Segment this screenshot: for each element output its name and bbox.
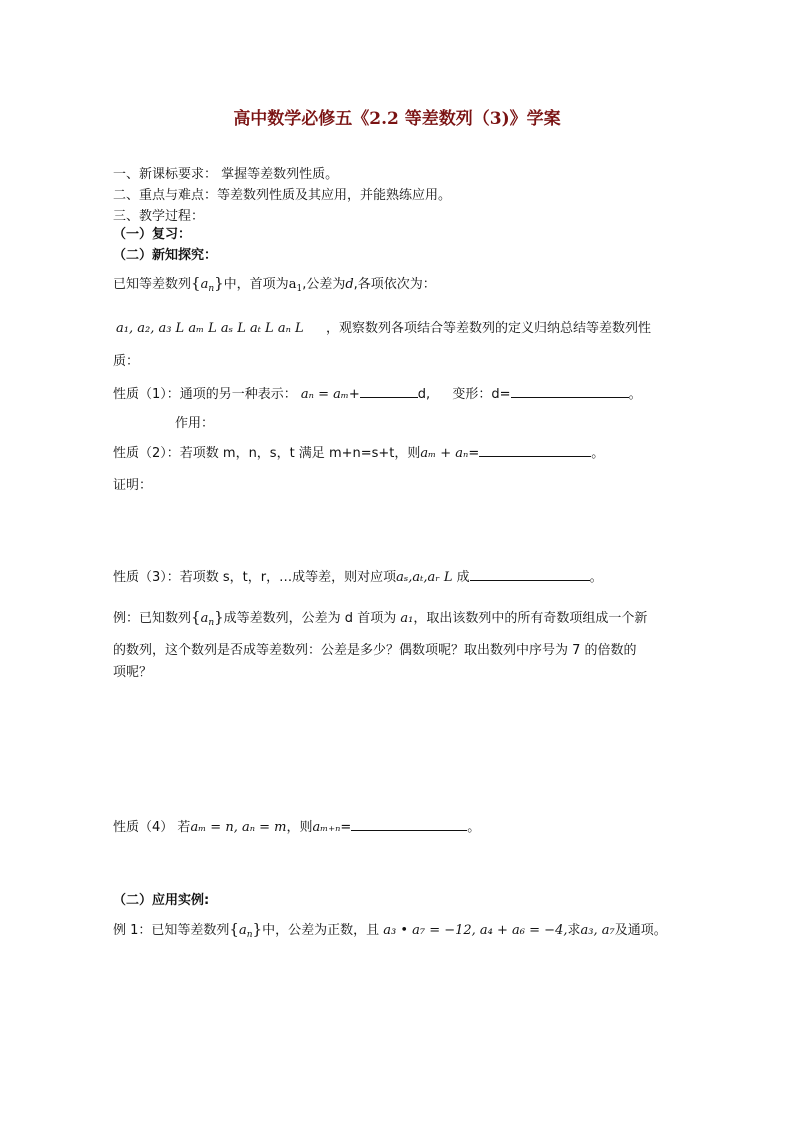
example-1-seq-symbol: a	[238, 923, 247, 938]
property-3-blank[interactable]	[470, 569, 590, 581]
property-4	[113, 816, 480, 835]
property-3-mid: 成	[456, 570, 470, 585]
property-4-blank[interactable]	[351, 819, 467, 831]
property-2-formula: aₘ + aₙ	[420, 446, 469, 461]
requirement-line: 一、新课标要求： 掌握等差数列性质。	[113, 167, 339, 182]
difference-symbol: d	[345, 277, 354, 292]
intro-text-1: 已知等差数列	[113, 277, 192, 292]
property-1-blank[interactable]	[360, 386, 418, 398]
intro-text-2: 中，首项为	[223, 277, 289, 292]
property-4-eq: =	[340, 820, 352, 835]
example-line-1: 例：已知数列$\{a_n\}$成等差数列，公差为 d 首项为 a₁，取出该数列中的所有奇数项组成一个新	[113, 608, 648, 628]
property-1-d: d,	[417, 387, 431, 402]
first-term-subscript: 1	[296, 284, 303, 294]
example-line-3: 项呢？	[113, 665, 153, 680]
example-seq-subscript: n	[208, 618, 215, 628]
example-seq-symbol: a	[200, 611, 209, 626]
property-2-end: 。	[591, 446, 605, 461]
terms-line	[116, 317, 651, 336]
property-1-variant-blank[interactable]	[511, 386, 629, 398]
seq-symbol: a	[200, 277, 209, 292]
property-2-label: 性质（2）：若项数 m，n，s，t 满足 m+n=s+t，则	[113, 446, 421, 461]
intro-text-4: ,各项依次为：	[353, 277, 436, 292]
page-title: 高中数学必修五《2.2 等差数列（3)》学案	[233, 109, 561, 129]
example-first-term: a₁	[400, 611, 414, 626]
property-4-formula: aₘ = n, aₙ = m	[190, 820, 287, 835]
example-1-end: 及通项。	[614, 923, 667, 938]
intro-text-3: ,公差为	[302, 277, 346, 292]
terms-formula: a₁, a₂, a₃ L aₘ L aₛ L aₜ L aₙ L	[116, 321, 304, 336]
property-2-blank[interactable]	[479, 445, 591, 457]
intro-line: 已知等差数列$\{a_n\}$中，首项为$a_1$,公差为d,各项依次为：	[113, 274, 436, 294]
observe-text: ，观察数列各项结合等差数列的定义归纳总结等差数列性	[326, 321, 652, 336]
example-1-seq-subscript: n	[246, 930, 253, 940]
property-1-use: 作用：	[175, 416, 215, 431]
property-2-eq: =	[468, 446, 480, 461]
property-2	[113, 442, 604, 461]
key-points-line: 二、重点与难点：等差数列性质及其应用，并能熟练应用。	[113, 188, 452, 203]
property-1-end: 。	[628, 387, 642, 402]
property-4-then: ，则	[286, 820, 313, 835]
example-1-text-2: 中，公差为正数，且	[262, 923, 380, 938]
example-line-2: 的数列，这个数列是否成等差数列：公差是多少？偶数项呢？取出数列中序号为 7 的倍数的	[113, 643, 637, 658]
property-1-formula: aₙ = aₘ	[300, 387, 349, 402]
proof-label: 证明：	[113, 478, 153, 493]
example-1-formula: a₃ • a₇ = −12, a₄ + a₆ = −4,	[383, 923, 568, 938]
property-4-label: 性质（4）	[113, 820, 174, 835]
example-text-2: 成等差数列，公差为 d 首项为	[223, 611, 397, 626]
example-1: 例 1：已知等差数列$\{a_n\}$中，公差为正数，且 a₃ • a₇ = −12, a₄ + a₆ = −4,求a₃, a₇及通项。	[113, 920, 667, 940]
property-1	[113, 383, 642, 402]
first-term-symbol: a	[288, 277, 297, 292]
example-1-text-1: 例 1：已知等差数列	[113, 923, 230, 938]
example-1-targets: a₃, a₇	[580, 923, 615, 938]
property-1-variant-label: 变形：d=	[452, 387, 511, 402]
property-3-label: 性质（3）：若项数 s，t，r，…成等差，则对应项	[113, 570, 397, 585]
example-text-3: ，取出该数列中的所有奇数项组成一个新	[413, 611, 648, 626]
terms-line-cont: 质：	[113, 354, 140, 369]
process-heading: 三、教学过程：	[113, 209, 205, 224]
explore-heading: （二）新知探究：	[113, 248, 218, 263]
review-heading: （一）复习：	[113, 227, 192, 242]
seq-subscript: n	[208, 284, 215, 294]
example-text-1: 例：已知数列	[113, 611, 192, 626]
property-3-formula: aₛ,aₜ,aᵣ L	[396, 570, 453, 585]
property-1-plus: +	[348, 387, 360, 402]
property-4-target: aₘ₊ₙ	[312, 820, 341, 835]
example-1-ask: 求	[567, 923, 581, 938]
property-4-end: 。	[467, 820, 481, 835]
property-1-label: 性质（1）：通项的另一种表示：	[113, 387, 297, 402]
property-4-ruo: 若	[177, 820, 191, 835]
application-heading: （二）应用实例:	[113, 893, 210, 908]
property-3	[113, 566, 603, 585]
property-3-end: 。	[589, 570, 603, 585]
